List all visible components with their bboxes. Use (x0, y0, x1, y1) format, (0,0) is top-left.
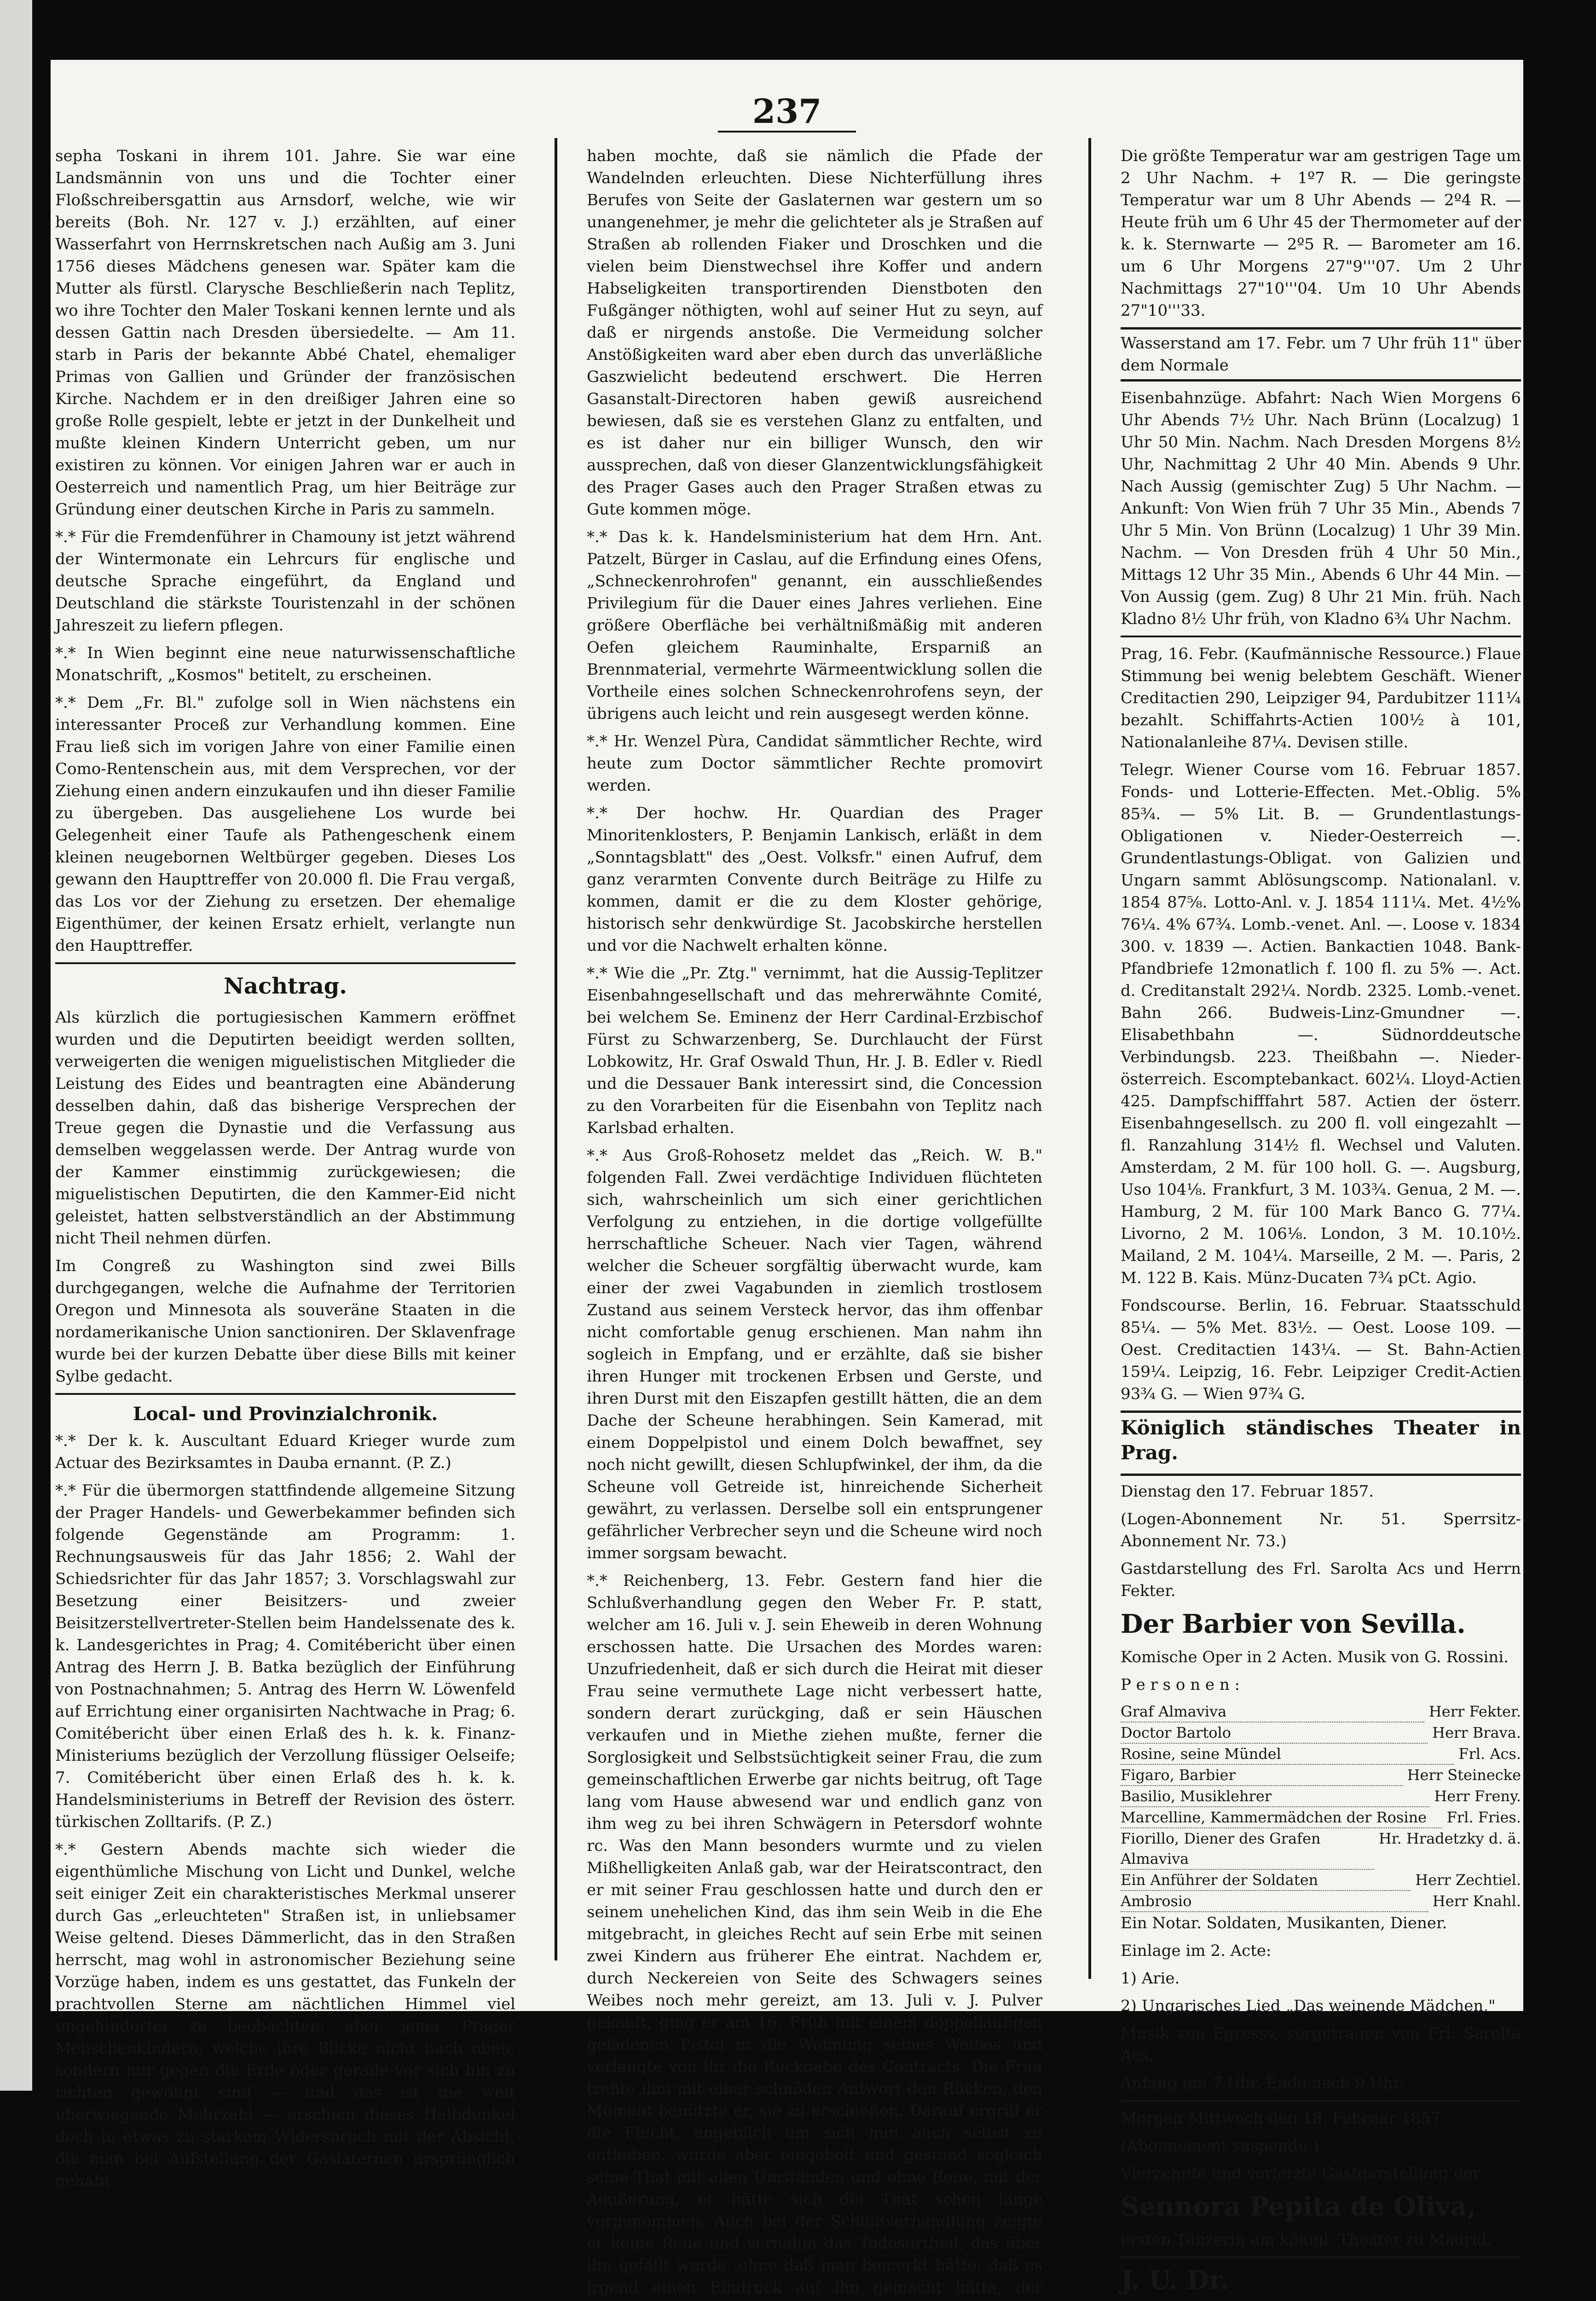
cast-list (1121, 1701, 1521, 1912)
theater-notice (1121, 1411, 1521, 1476)
page-number: 237 (718, 92, 856, 133)
column-divider (1088, 138, 1091, 1979)
column-left (51, 145, 525, 2190)
cast-row (1121, 1701, 1521, 1723)
theater-lied: 2) Ungarisches Lied „Das weinende Mädchen," (1121, 1997, 1496, 2015)
article-paragraph: *.* Für die Fremdenführer in Chamouny ist jetzt während der Wintermonate ein Lehrcurs für englische und deutsche Sprache eingeführt, da England und Deutschland die stärkste Touristenzahl in der schönen Jahreszeit zu liefern pflegen. (55, 528, 515, 635)
article-paragraph: *.* In Wien beginnt eine neue naturwissenschaftliche Monatschrift, „Kosmos" betitelt, zu erscheinen. (55, 644, 515, 684)
water-level: Wasserstand am 17. Febr. um 7 Uhr früh 11" über dem Normale (1121, 327, 1521, 382)
divider (1121, 2256, 1521, 2258)
theater-abonnement: (Logen-Abonnement Nr. 51. Sperrsitz-Abonnement Nr. 73.) (1121, 1510, 1521, 1550)
cast-actor: Herr Fekter. (1428, 1703, 1521, 1720)
ad-title: J. U. Dr. (1121, 2265, 1230, 2295)
cast-role: Marcelline, Kammermädchen der Rosine (1121, 1807, 1442, 1828)
cast-role: Rosine, seine Mündel (1121, 1744, 1454, 1765)
cast-row (1121, 1723, 1521, 1744)
article-paragraph: sepha Toskani in ihrem 101. Jahre. Sie war eine Landsmännin von uns und die Tochter einer Floßschreibersgattin aus Arnsdorf, welche, wie wir bereits (Boh. Nr. 127 v. J.) erzählten, auf einer Wasserfahrt von Herrnskretschen nach Außig am 3. Juni 1756 dieses Mädchens genesen war. Später kam die Mutter als fürstl. Clarysche Beschließerin nach Teplitz, wo ihre Tochter den Maler Toskani kennen lernte und als dessen Gattin nach Dresden übersiedelte. — Am 11. starb in Paris der bekannte Abbé Chatel, ehemaliger Primas von Gallien und Gründer der französischen Kirche. Nachdem er in den dreißiger Jahren eine so große Rolle gespielt, lebte er jetzt in der Dunkelheit und mußte kleinen Kindern Unterricht geben, um nur existiren zu können. Vor einigen Jahren war er auch in Oesterreich und namentlich Prag, um hier Beiträge zur Gründung einer deutschen Kirche in Paris zu sammeln. (55, 147, 515, 519)
cast-row (1121, 1744, 1521, 1765)
article-paragraph: Als kürzlich die portugiesischen Kammern eröffnet wurden und die Deputirten beeidigt werden sollten, verweigerten die wenigen miguelistischen Mitglieder die Leistung des Eides und beantragten eine Abänderung desselben dahin, daß das bisherige Versprechen der Treue gegen die Dynastie und die Verfassung aus demselben weggelassen werde. Der Antrag wurde von der Kammer einstimmig zurückgewiesen; die miguelistischen Deputirten, die den Kammer-Eid nicht geleistet, hatten selbstverständlich an der Abstimmung nicht Theil nehmen dürfen. (55, 1008, 515, 1248)
theater-guest: Gastdarstellung des Frl. Sarolta Acs und Herrn Fekter. (1121, 1560, 1521, 1600)
theater-lied-note: Musik von Egressy, vorgetragen von Frl. Sarolta Acs. (1121, 2024, 1521, 2065)
cast-row (1121, 1807, 1521, 1828)
theater-morgen-abo: (Abonnement suspendu.) (1121, 2137, 1319, 2155)
cast-row (1121, 1765, 1521, 1786)
article-paragraph: *.* Für die übermorgen stattfindende allgemeine Sitzung der Prager Handels- und Gewerbekammer befinden sich folgende Gegenstände am Programm: 1. Rechnungsausweis für das Jahr 1856; 2. Wahl der Schiedsrichter für das Jahr 1857; 3. Vorschlagswahl zur Besetzung einer Beisitzers- und zweier Beisitzerstellvertreter-Stellen beim Handelssenate des k. k. Landesgerichtes in Prag; 4. Comitébericht über einen Antrag des Herrn J. B. Batka bezüglich der Einführung von Postnachnahmen; 5. Antrag des Herrn W. Löwenfeld auf Errichtung einer organisirten Nachtwache in Prag; 6. Comitébericht über einen Erlaß des h. k. k. Finanz-Ministeriums bezüglich der Verzollung flüssiger Oelseife; 7. Comitébericht über einen Erlaß des h. k. k. Handelsministeriums in Betreff der Revision des österr. türkischen Zolltarifs. (P. Z.) (55, 1481, 515, 1831)
article-paragraph: *.* Reichenberg, 13. Febr. Gestern fand hier die Schlußverhandlung gegen den Weber Fr. P. statt, welcher am 16. Juli v. J. sein Eheweib in deren Wohnung erschossen hatte. Die Ursachen des Mordes waren: Unzufriedenheit, daß er sich durch die Heirat mit dieser Frau seine vermuthete Lage nicht verbessert hatte, sondern derart zurückging, daß er sein Häuschen verkaufen und in Miethe ziehen mußte, ferner die Sorglosigkeit und Selbstsüchtigkeit seiner Frau, die zum gemeinschaftlichen Erwerbe gar nichts beitrug, oft Tage lang vom Hause abwesend war und endlich ganz von ihm weg zu bei ihren Schwägern in Petersdorf wohnte rc. Was den Mann besonders wurmte und zu vielen Mißhelligkeiten Anlaß gab, war der Heiratscontract, den er mit seiner Frau geschlossen hatte und durch den er seinem unehelichen Kind, das ihm sein Weib in die Ehe mitgebracht, in gleiches Recht auf sein Erbe mit seinen zwei Kindern aus früherer Ehe eintrat. Nachdem er, durch Neckereien von Seite des Schwagers seines Weibes noch mehr gereizt, am 13. Juli v. J. Pulver gekauft, ging er am 16. Früh mit einem doppelläufigen geladenen Pistol in die Wohnung seines Weibes und verlangte von ihr die Rückgabe des Contracts. Die Frau trehte ihm mit einer schnöden Antwort den Rücken, den Moment benützte er, sie zu erschießen. Darauf ergriff er die Flucht, angeblich um sich nun auch selbst zu entleiben, wurde aber eingeholt und gestand sogleich seine That mit allen Umständen und ohne Reue, mit der Aeußerung, er hätte sich die That schon lange vorgenommen. Auch bei der Schlußverhandlung zeigte er keine Reue und vernahm das Todesurtheil, das über ihn gefällt wurde, ohne daß man bemerkt hätte, daß es irgend einen Eindruck auf ihn gemacht hätte, der (587, 1572, 1042, 2297)
cast-actor: Frl. Acs. (1458, 1745, 1521, 1763)
exchange-report: Telegr. Wiener Course vom 16. Februar 1857. Fonds- und Lotterie-Effecten. Met.-Oblig. 5% 85¾. — 5% Lit. B. — Grundentlastungs-Obligationen v. Nieder-Oesterreich —. Grundentlastungs-Obligat. von Galizien und Ungarn sammt Ablösungscomp. Nationalanl. v. 1854 87⅝. Lotto-Anl. v. J. 1854 111¼. Met. 4½% 76¼. 4% 67¾. Lomb.-venet. Anl. —. Loose v. 1834 300. v. 1839 —. Actien. Bankactien 1048. Bank-Pfandbriefe 12monatlich f. 100 fl. zu 5% —. Act. d. Creditanstalt 292¼. Nordb. 2325. Lomb.-venet. Bahn 266. Budweis-Linz-Gmundner —. Elisabethbahn —. Südnorddeutsche Verbindungsb. 223. Theißbahn —. Nieder-österreich. Escomptebankact. 602¼. Lloyd-Actien 425. Dampfschifffahrt 587. Actien der österr. Eisenbahngesellsch. zu 200 fl. voll eingezahlt — fl. Ranzahlung 314½ fl. Wechsel und Valuten. Amsterdam, 2 M. für 100 holl. G. —. Augsburg, Uso 104⅛. Frankfurt, 3 M. 103¾. Genua, 2 M. —. Hamburg, 2 M. für 100 Mark Banco G. 77¼. Livorno, 2 M. 106⅛. London, 3 M. 10.10½. Mailand, 2 M. 104¼. Marseille, 2 M. —. Paris, 2 M. 122 B. Kais. Münz-Ducaten 7¾ pCt. Agio. (1121, 761, 1521, 1287)
scan-margin (0, 0, 32, 2091)
article-paragraph: *.* Aus Groß-Rohosetz meldet das „Reich. W. B." folgenden Fall. Zwei verdächtige Individuen flüchteten sich, wahrscheinlich um sich einer gerichtlichen Verfolgung zu entziehen, in die dortige vollgefüllte herrschaftliche Scheuer. Nach vier Tagen, während welcher die Scheuer sorgfältig überwacht wurde, kam einer der zwei Vagabunden in ziemlich trostlosem Zustand aus seinem Versteck hervor, das ihm offenbar nicht comfortable genug erschienen. Man nahm ihn sogleich in Empfang, und er erzählte, daß sie bisher ihren Hunger mit trockenen Erbsen und Gerste, und ihren Durst mit den Eiszapfen gestillt hätten, die an dem Dache der Scheune herabhingen. Sein Kamerad, mit einem Doppelpistol und einem Dolch bewaffnet, sey noch nicht gewillt, diesen Schlupfwinkel, der ihm, da die Scheune voll Getreide ist, hinreichende Sicherheit gewährt, zu verlassen. Derselbe soll ein entsprungener gefährlicher Verbrecher seyn und die Scheune wird noch immer sorgsam bewacht. (587, 1146, 1042, 1562)
cast-role: Graf Almaviva (1121, 1701, 1424, 1723)
cast-role: Ein Anführer der Soldaten (1121, 1870, 1411, 1891)
cast-actor: Herr Zechtiel. (1415, 1871, 1521, 1889)
column-middle (578, 145, 1052, 2297)
article-paragraph: *.* Gestern Abends machte sich wieder die eigenthümliche Mischung von Licht und Dunkel, welche seit einiger Zeit ein charakteristisches Merkmal unserer durch Gas „erleuchteten" Straßen ist, in unliebsamer Weise geltend. Dieses Dämmerlicht, das in den Straßen herrscht, mag wohl in astronomischer Beziehung seine Vorzüge haben, indem es uns gestattet, das Funkeln der prachtvollen Sterne am nächtlichen Himmel viel ungehinderter zu beobachten; aber jener Prager Menschenkindern, welche ihre Blicke nicht nach oben, sondern nur gegen die Erde oder gerade vor sich hin zu richten gewohnt sind — und das ist die weit überwiegende Mehrzahl — erschien dieses Halbdunkel doch in etwas zu starkem Widerspruch mit der Absicht, die man bei Aufstellung der Gaslaternen ursprünglich gehabt (55, 1840, 515, 2190)
cast-row (1121, 1786, 1521, 1807)
divider (55, 962, 515, 964)
theater-dancer: Sennora Pepita de Oliva, (1121, 2191, 1476, 2222)
newspaper-page (51, 60, 1523, 2297)
cast-role: Fiorillo, Diener des Grafen Almaviva (1121, 1828, 1374, 1870)
cast-actor: Herr Steinecke (1407, 1766, 1521, 1784)
article-paragraph: *.* Das k. k. Handelsministerium hat dem Hrn. Ant. Patzelt, Bürger in Caslau, auf die Erfindung eines Ofens, „Schneckenrohrofen" genannt, ein ausschließendes Privilegium für die Dauer eines Jahres verliehen. Eine größere Oberfläche bei verhältnißmäßig mit anderen Oefen gleichem Rauminhalte, Ersparniß an Brennmaterial, vermehrte Wärmeentwicklung sollen die Vortheile eines solchen Schneckenrohrofens seyn, der übrigens auch leicht und rein ausgesegt werden könne. (587, 528, 1042, 723)
theater-personen: P e r s o n e n : (1121, 1676, 1240, 1694)
divider (1121, 636, 1521, 637)
article-paragraph: *.* Hr. Wenzel Pùra, Candidat sämmtlicher Rechte, wird heute zum Doctor sämmtlicher Rechte promovirt werden. (587, 732, 1042, 795)
divider (1121, 2100, 1521, 2102)
cast-actor: Herr Brava. (1432, 1724, 1521, 1741)
cast-actor: Frl. Fries. (1446, 1809, 1521, 1826)
theater-dancer-note: ersten Tänzerin am königl. Theater zu Madrid. (1121, 2231, 1492, 2249)
theater-title: Königlich ständisches Theater in Prag. (1121, 1416, 1521, 1464)
cast-row (1121, 1828, 1521, 1870)
railway-schedule: Eisenbahnzüge. Abfahrt: Nach Wien Morgens 6 Uhr Abends 7½ Uhr. Nach Brünn (Localzug) 1 Uhr 50 Min. Nachm. Nach Dresden Morgens 8½ Uhr, Nachmittag 2 Uhr 40 Min. Abends 9 Uhr. Nach Aussig (gemischter Zug) 5 Uhr Nachm. — Ankunft: Von Wien früh 7 Uhr 35 Min., Abends 7 Uhr 5 Min. Von Brünn (Localzug) 1 Uhr 39 Min. Nachm. — Von Dresden früh 4 Uhr 50 Min., Mittags 12 Uhr 35 Min., Abends 6 Uhr 44 Min. — Von Aussig (gem. Zug) 8 Uhr 21 Min. früh. Nach Kladno 8½ Uhr früh, von Kladno 6¾ Uhr Nachm. (1121, 389, 1521, 628)
cast-row (1121, 1870, 1521, 1891)
theater-last: Vierzehnte und vorletzte Gastdarstellung der (1121, 2164, 1480, 2183)
article-paragraph: haben mochte, daß sie nämlich die Pfade der Wandelnden erleuchten. Diese Nichterfüllung ihres Berufes von Seite der Gaslaternen war gestern um so unangenehmer, je mehr die gelichteter als je Straßen auf Straßen ab rollenden Fiaker und Droschken und die vielen beim Dienstwechsel ihre Koffer und andern Habseligkeiten transportirenden Dienstboten den Fußgänger nöthigten, wohl auf seiner Hut zu seyn, auf daß er nirgends anstoße. Die Vermeidung solcher Anstößigkeiten ward aber eben durch das unverläßliche Gaszwielicht bedeutend erschwert. Die Herren Gasanstalt-Directoren haben gewiß ausreichend bewiesen, daß sie es verstehen Glanz zu entfalten, und es ist daher nur ein billiger Wunsch, den wir aussprechen, daß von dieser Glanzentwicklungsfähigkeit des Prager Gases auch den Prager Straßen etwas zu Gute kommen möge. (587, 147, 1042, 519)
column-right (1111, 145, 1526, 2295)
cast-role: Basilio, Musiklehrer (1121, 1786, 1429, 1807)
weather-report: Die größte Temperatur war am gestrigen Tage um 2 Uhr Nachm. + 1º7 R. — Die geringste Temperatur war um 8 Uhr Abends — 2º4 R. — Heute früh um 6 Uhr 45 der Thermometer auf der k. k. Sternwarte — 2º5 R. — Barometer am 16. um 6 Uhr Morgens 27"9'''07. Um 2 Uhr Nachmittags 27"10'''04. Um 10 Uhr Abends 27"10'''33. (1121, 147, 1521, 320)
theater-einlage: Einlage im 2. Acte: (1121, 1942, 1272, 1960)
divider (55, 1393, 515, 1395)
section-heading-local: Local- und Provinzialchronik. (133, 1403, 438, 1425)
theater-morgen: Morgen Mittwoch den 18. Februar 1857. (1121, 2109, 1446, 2128)
theater-times: Anfang um 7 Uhr. Ende nach 9 Uhr. (1121, 2074, 1404, 2093)
cast-role: Doctor Bartolo (1121, 1723, 1428, 1744)
theater-extras: Ein Notar. Soldaten, Musikanten, Diener. (1121, 1914, 1447, 1932)
cast-actor: Herr Knahl. (1432, 1892, 1521, 1910)
article-paragraph: *.* Der k. k. Auscultant Eduard Krieger wurde zum Actuar des Bezirksamtes in Dauba ernannt. (P. Z.) (55, 1432, 515, 1472)
advertisement-advocate (1121, 2264, 1521, 2301)
theater-arie: 1) Arie. (1121, 1969, 1180, 1988)
cast-role: Figaro, Barbier (1121, 1765, 1403, 1786)
cast-row (1121, 1891, 1521, 1912)
cast-actor: Hr. Hradetzky d. ä. (1378, 1830, 1521, 1847)
section-heading-nachtrag: Nachtrag. (224, 973, 347, 999)
article-paragraph: *.* Der hochw. Hr. Quardian des Prager Minoritenklosters, P. Benjamin Lankisch, erläßt in dem „Sonntagsblatt" des „Oest. Volksfr." einen Aufruf, dem ganz verarmten Convente durch Beiträge zu Hilfe zu kommen, damit er die zu dem Kloster gehörige, historisch sehr denkwürdige St. Jacobskirche herstellen und vor die Nachwelt erhalten könne. (587, 804, 1042, 955)
exchange-report: Prag, 16. Febr. (Kaufmännische Ressource.) Flaue Stimmung bei wenig belebtem Geschäft. Wiener Creditactien 290, Leipziger 94, Pardubitzer 111¼ bezahlt. Schiffahrts-Actien 100½ à 101, Nationalanleihe 87¼. Devisen stille. (1121, 645, 1521, 752)
article-paragraph: *.* Dem „Fr. Bl." zufolge soll in Wien nächstens ein interessanter Proceß zur Verhandlung kommen. Eine Frau ließ sich im vorigen Jahre von einer Familie einen Como-Rentenschein aus, mit dem Versprechen, vor der Ziehung einen andern einzukaufen und ihn dieser Familie zu übergeben. Das ausgeliehene Los wurde bei Gelegenheit einer Taufe als Pathengeschenk einem kleinen neugebornen Weltbürger gegeben. Dieses Los gewann den Haupttreffer von 20.000 fl. Die Frau vergaß, das Los vor der Ziehung zu ersetzen. Der ehemalige Eigenthümer, der keinen Ersatz erhielt, verlangte nun den Haupttreffer. (55, 694, 515, 955)
cast-role: Ambrosio (1121, 1891, 1428, 1912)
theater-play: Der Barbier von Sevilla. (1121, 1609, 1466, 1639)
theater-subtitle: Komische Oper in 2 Acten. Musik von G. Rossini. (1121, 1648, 1509, 1666)
exchange-report: Fondscourse. Berlin, 16. Februar. Staatsschuld 85¼. — 5% Met. 83½. — Oest. Loose 109. — Oest. Creditactien 143¼. — St. Bahn-Actien 159¼. Leipzig, 16. Febr. Leipziger Credit-Actien 93¾ G. — Wien 97¾ G. (1121, 1296, 1521, 1403)
cast-actor: Herr Freny. (1434, 1787, 1521, 1805)
column-divider (555, 138, 557, 1960)
theater-date: Dienstag den 17. Februar 1857. (1121, 1482, 1374, 1501)
article-paragraph: Im Congreß zu Washington sind zwei Bills durchgegangen, welche die Aufnahme der Territorien Oregon und Minnesota als souveräne Staaten in die nordamerikanische Union sanctioniren. Der Sklavenfrage wurde bei der kurzen Debatte über diese Bills mit keiner Sylbe gedacht. (55, 1257, 515, 1386)
article-paragraph: *.* Wie die „Pr. Ztg." vernimmt, hat die Aussig-Teplitzer Eisenbahngesellschaft und das mehrerwähnte Comité, bei welchem Se. Eminenz der Herr Cardinal-Erzbischof Fürst zu Schwarzenberg, Se. Durchlaucht der Fürst Lobkowitz, Hr. Graf Oswald Thun, Hr. J. B. Edler v. Riedl und die Dessauer Bank interessirt sind, die Concession zu den Vorarbeiten für die Eisenbahn von Teplitz nach Karlsbad erhalten. (587, 964, 1042, 1137)
